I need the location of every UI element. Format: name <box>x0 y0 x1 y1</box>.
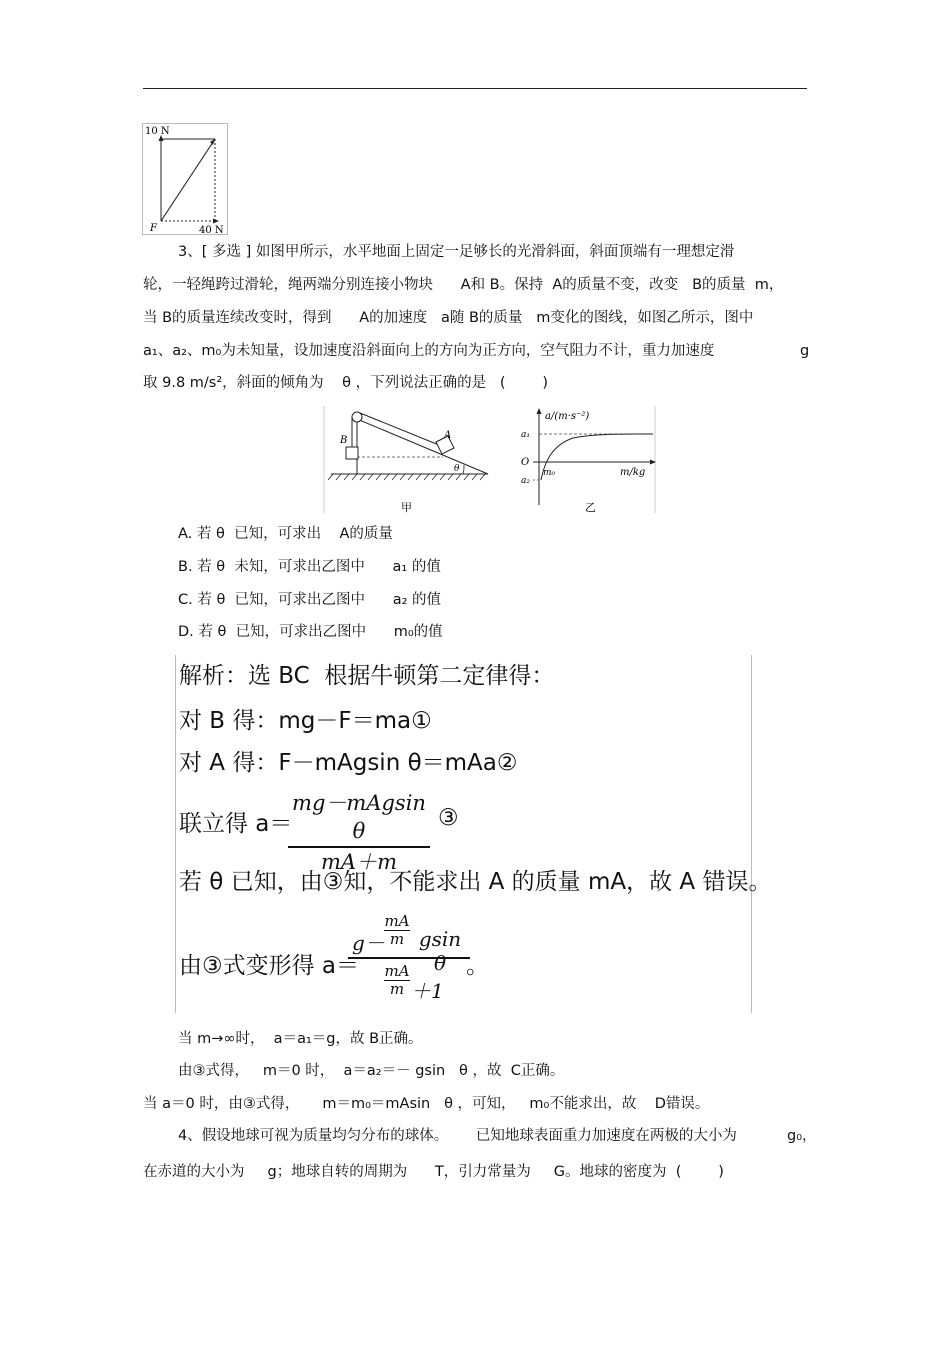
q4-g0: g₀， <box>787 1128 817 1144</box>
incline-and-graph-figure <box>323 405 657 515</box>
label-b: B <box>340 435 348 446</box>
q3-line-4: a₁、a₂、m₀为未知量，设加速度沿斜面向上的方向为正方向，空气阻力不计，重力加速度 <box>143 343 715 359</box>
incline-diagram <box>328 412 488 514</box>
fraction-1-denominator: mA＋m <box>321 850 397 874</box>
label-m0: m₀ <box>543 468 556 478</box>
after-line-2: 由③式得， m＝0 时， a＝a₂＝－ gsin θ ，故 C正确。 <box>178 1063 565 1079</box>
fraction-1-numerator: mg－mAgsin θ <box>292 791 426 843</box>
q4-line-2: 在赤道的大小为 g；地球自转的周期为 T，引力常量为 G。地球的密度为 ( ) <box>143 1164 724 1180</box>
force-top-label: 10 N <box>145 126 170 137</box>
label-a1: a₁ <box>521 430 530 440</box>
solution-block <box>175 655 772 1013</box>
solution-fraction-2 <box>348 913 470 1005</box>
label-theta: θ <box>454 464 460 474</box>
label-a2: a₂ <box>521 476 530 486</box>
acceleration-graph <box>521 408 656 514</box>
solution-line-4-prefix: 联立得 a＝ <box>179 811 293 837</box>
q3-g-label: g <box>800 343 810 359</box>
solution-line-2: 对 B 得：mg－F＝ma① <box>179 708 432 734</box>
q3-line-3: 当 B的质量连续改变时，得到 A的加速度 a随 B的质量 m变化的图线，如图乙所示，图中 <box>143 310 754 326</box>
force-parallelogram-figure <box>142 123 228 235</box>
option-a: A. 若 θ 已知，可求出 A的质量 <box>178 526 393 542</box>
label-origin: O <box>521 457 530 468</box>
fraction-2-numerator: g－ mA m gsin θ <box>352 912 462 975</box>
caption-jia: 甲 <box>401 501 412 514</box>
q3-line-1: 3、[ 多选 ] 如图甲所示，水平地面上固定一足够长的光滑斜面，斜面顶端有一理想定滑 <box>178 244 735 260</box>
force-f-label: F <box>150 223 157 234</box>
y-axis-label: a/(m·s⁻²) <box>545 411 590 422</box>
option-d: D. 若 θ 已知，可求出乙图中 m₀的值 <box>178 624 443 640</box>
solution-line-6-prefix: 由③式变形得 a＝ <box>179 953 360 979</box>
option-b: B. 若 θ 未知，可求出乙图中 a₁ 的值 <box>178 559 441 575</box>
force-bottom-label: 40 N <box>199 225 224 235</box>
solution-line-5: 若 θ 已知，由③知，不能求出 A 的质量 mA，故 A 错误。 <box>179 869 772 895</box>
q4-line-1: 4、假设地球可视为质量均匀分布的球体。 已知地球表面重力加速度在两极的大小为 <box>178 1128 737 1144</box>
header-rule <box>143 88 807 89</box>
q3-line-2: 轮，一轻绳跨过滑轮，绳两端分别连接小物块 A和 B。保持 A的质量不变，改变 B的质量 m， <box>143 277 784 293</box>
label-a: A <box>444 430 452 441</box>
x-axis-label: m/kg <box>620 467 646 478</box>
solution-line-3: 对 A 得：F－mAgsin θ＝mAa② <box>179 750 518 776</box>
caption-yi: 乙 <box>585 501 596 514</box>
after-line-3: 当 a＝0 时，由③式得， m＝m₀＝mAsin θ ，可知， m₀不能求出，故 D错误。 <box>143 1096 710 1112</box>
fraction-2-denominator: mA m ＋1 <box>384 962 444 1003</box>
option-c: C. 若 θ 已知，可求出乙图中 a₂ 的值 <box>178 592 442 608</box>
solution-line-6-suffix: 。 <box>466 953 489 979</box>
solution-line-4-suffix: ③ <box>438 805 459 831</box>
after-line-1: 当 m→∞时， a＝a₁＝g，故 B正确。 <box>178 1031 423 1047</box>
solution-line-1: 解析：选 BC 根据牛顿第二定律得： <box>179 663 555 689</box>
q3-line-5: 取 9.8 m/s²，斜面的倾角为 θ ，下列说法正确的是 ( ) <box>143 375 549 391</box>
